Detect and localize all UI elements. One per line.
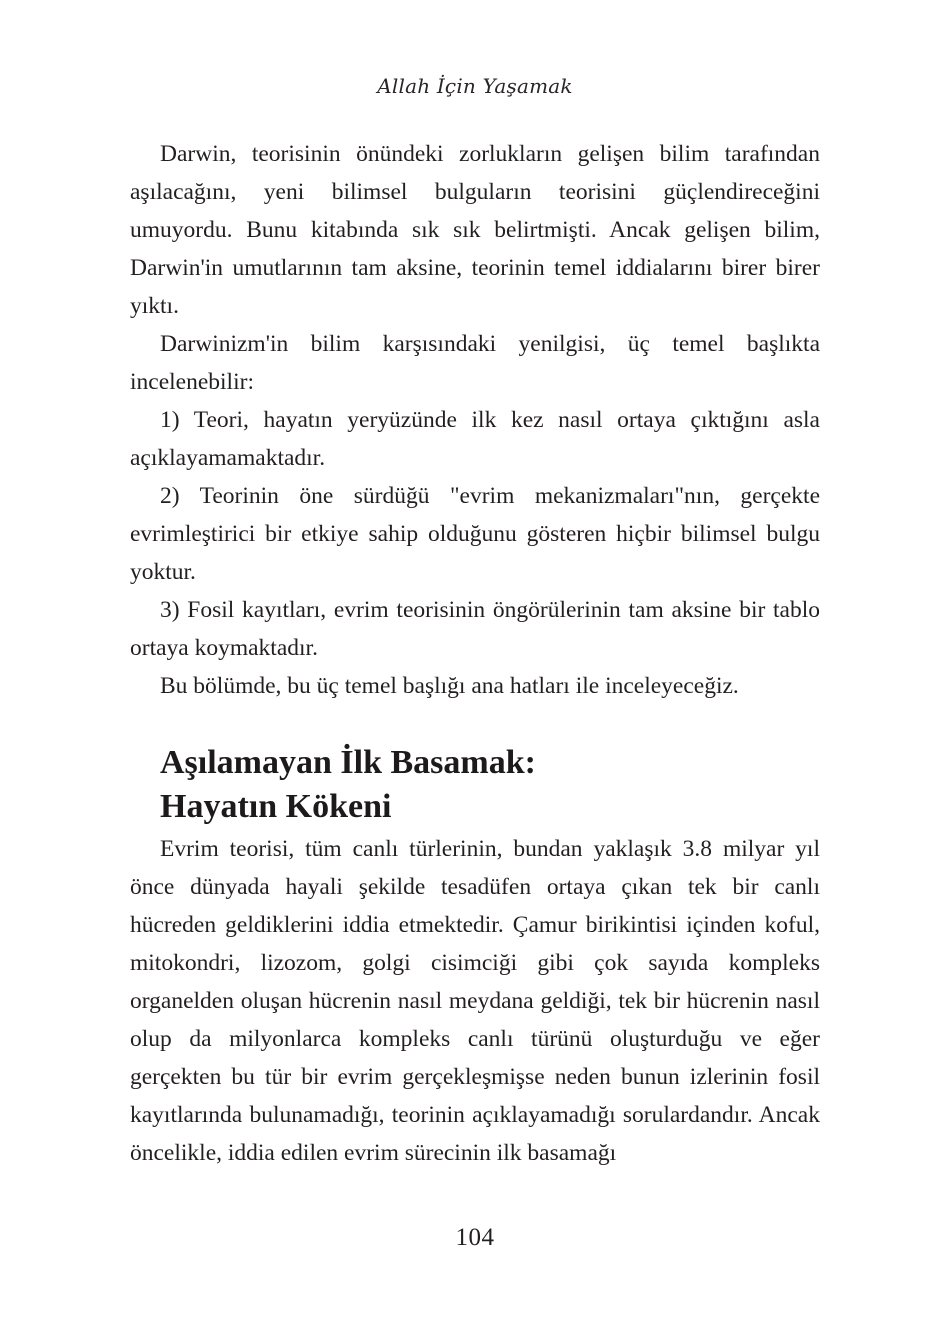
section-heading-line-1: Aşılamayan İlk Basamak:	[160, 744, 536, 781]
paragraph-origin-of-life: Evrim teorisi, tüm canlı türlerinin, bundan yaklaşık 3.8 milyar yıl önce dünyada hayali şekilde tesadüfen ortaya çıkan tek bir canlı hücreden geldiklerini iddia etmektedir. Çamur birikintisi içinden koful, mitokondri, lizozom, golgi cisimciği gibi çok sayıda kompleks organelden oluşan hücrenin nasıl meydana geldiği, tek bir hücrenin nasıl olup da milyonlarca kompleks canlı türünü oluşturduğu ve eğer gerçekten bu tür bir evrim gerçekleşmişse neden bunun izlerinin fosil kayıtlarında bulunamadığı, teorinin açıklayamadığı sorulardandır. Ancak öncelikle, iddia edilen evrim sürecinin ilk basamağı	[130, 836, 820, 1166]
running-header: Allah İçin Yaşamak	[377, 74, 573, 98]
paragraph-point-2: 2) Teorinin öne sürdüğü "evrim mekanizmaları"nın, gerçekte evrimleştirici bir etkiye sahip olduğunu gösteren hiçbir bilimsel bulgu yoktur.	[130, 483, 820, 585]
paragraph-point-3: 3) Fosil kayıtları, evrim teorisinin öngörülerinin tam aksine bir tablo ortaya koymaktadır.	[130, 597, 820, 661]
paragraph-darwin-hopes: Darwin, teorisinin önündeki zorlukların gelişen bilim tarafından aşılacağını, yeni bilimsel bulguların teorisini güçlendireceğini umuyordu. Bunu kitabında sık sık belirtmişti. Ancak gelişen bilim, Darwin'in umutlarının tam aksine, teorinin temel iddialarını birer birer yıktı.	[130, 141, 820, 319]
section-heading-line-2: Hayatın Kökeni	[160, 788, 392, 825]
section-heading	[160, 741, 800, 829]
section-text-block	[130, 830, 820, 1172]
page-number: 104	[455, 1224, 495, 1251]
intro-text-block	[130, 135, 820, 705]
paragraph-chapter-plan: Bu bölümde, bu üç temel başlığı ana hatları ile inceleyeceğiz.	[160, 673, 739, 699]
paragraph-point-1: 1) Teori, hayatın yeryüzünde ilk kez nasıl ortaya çıktığını asla açıklayamamaktadır.	[130, 407, 820, 471]
paragraph-defeat-summary: Darwinizm'in bilim karşısındaki yenilgisi, üç temel başlıkta incelenebilir:	[130, 331, 820, 395]
